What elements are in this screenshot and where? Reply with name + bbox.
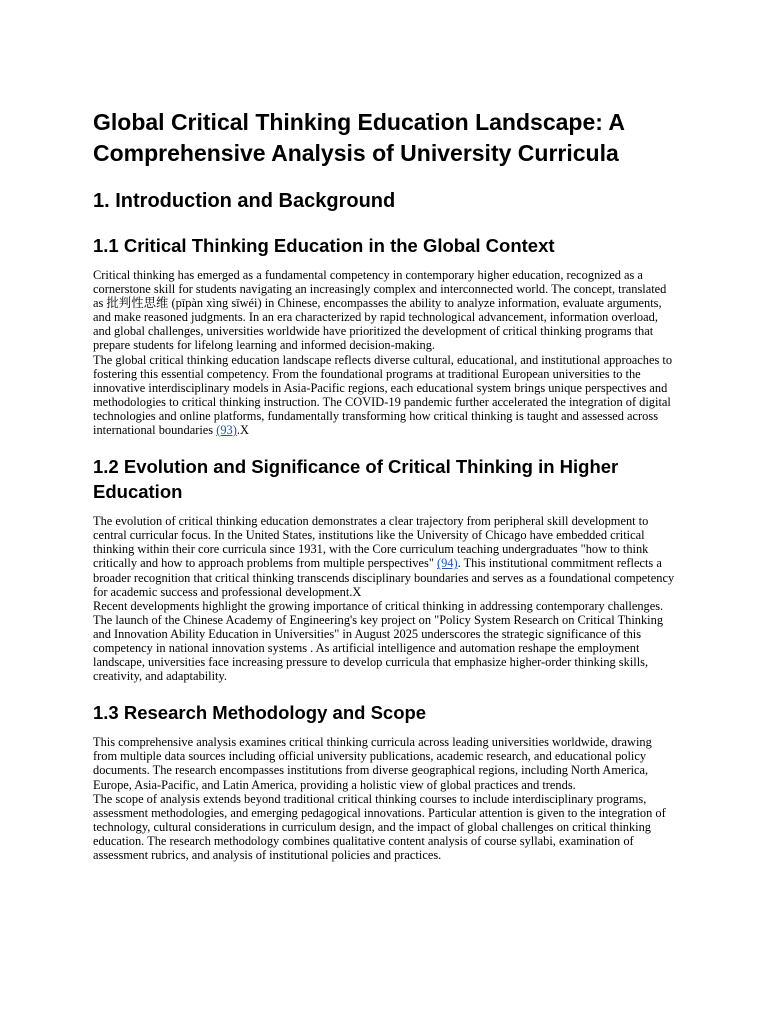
- paragraph-global-context-1: Critical thinking has emerged as a fundamental competency in contemporary higher education, recognized as a cornerstone skill for students navigating an increasingly complex and interconnected world. The concept, translated as 批判性思维 (pīpàn xìng sīwéi) in Chinese, encompasses the ability to analyze information, evaluate arguments, and make reasoned judgments. In an era characterized by rapid technological advancement, information overload, and global challenges, universities worldwide have prioritized the development of critical thinking programs that prepare students for lifelong learning and informed decision-making.: [93, 268, 667, 353]
- subsection-heading-evolution: 1.2 Evolution and Significance of Critical Thinking in Higher Education: [93, 456, 619, 503]
- paragraph-methodology-1: This comprehensive analysis examines critical thinking curricula across leading universities worldwide, drawing from multiple data sources including official university publications, academic research, and educational policy documents. The research encompasses institutions from diverse geographical regions, including North America, Europe, Asia-Pacific, and Latin America, providing a holistic view of global practices and trends.: [93, 735, 652, 792]
- citation-link-94[interactable]: (94): [436, 556, 458, 571]
- paragraph-global-context-2: [93, 353, 675, 438]
- paragraph-methodology-2: The scope of analysis extends beyond traditional critical thinking courses to include interdisciplinary programs, assessment methodologies, and emerging pedagogical innovations. Particular attention is given to the integration of technology, cultural considerations in curriculum design, and the impact of global challenges on critical thinking education. The research methodology combines qualitative content analysis of course syllabi, examination of assessment rubrics, and analysis of institutional policies and practices.: [93, 791, 666, 862]
- paragraph-text: The evolution of critical thinking education demonstrates a clear trajectory from peripheral skill development to central curricular focus. In the United States, institutions like the University of Chicago have embedded critical thinking within their core curricula since 1931, with the Core curriculum teaching undergraduates "how to think critically and how to approach problems from multiple perspectives": [93, 514, 649, 571]
- citation-link-93[interactable]: (93): [216, 423, 237, 438]
- document-title: Global Critical Thinking Education Landscape: A Comprehensive Analysis of University Curricula: [93, 109, 625, 166]
- paragraph-text: .X: [236, 423, 249, 438]
- paragraph-evolution-2: Recent developments highlight the growing importance of critical thinking in addressing contemporary challenges. The launch of the Chinese Academy of Engineering's key project on "Policy System Research on Critical Thinking and Innovation Ability Education in Universities" in August 2025 underscores the strategic significance of this competency in national innovation systems . As artificial intelligence and automation reshape the employment landscape, universities face increasing pressure to develop curricula that emphasize higher-order thinking skills, creativity, and adaptability.: [93, 598, 664, 684]
- paragraph-evolution-1: [93, 514, 675, 599]
- paragraph-text: . This institutional commitment reflects a broader recognition that critical thinking transcends disciplinary boundaries and serves as a foundational competency for academic success and professional development.X: [93, 556, 675, 599]
- subsection-heading-global-context: 1.1 Critical Thinking Education in the Global Context: [93, 235, 555, 256]
- subsection-heading-methodology: 1.3 Research Methodology and Scope: [93, 702, 427, 724]
- document-page: [93, 107, 675, 862]
- section-heading-introduction: 1. Introduction and Background: [93, 190, 396, 212]
- paragraph-text: The global critical thinking education landscape reflects diverse cultural, educational, and institutional approaches to fostering this essential competency. From the foundational programs at traditional European universities to the innovative interdisciplinary models in Asia-Pacific regions, each educational system brings unique perspectives and methodologies to critical thinking instruction. The COVID-19 pandemic further accelerated the integration of digital technologies and online platforms, fundamentally transforming how critical thinking is taught and assessed across international boundaries: [93, 352, 673, 438]
